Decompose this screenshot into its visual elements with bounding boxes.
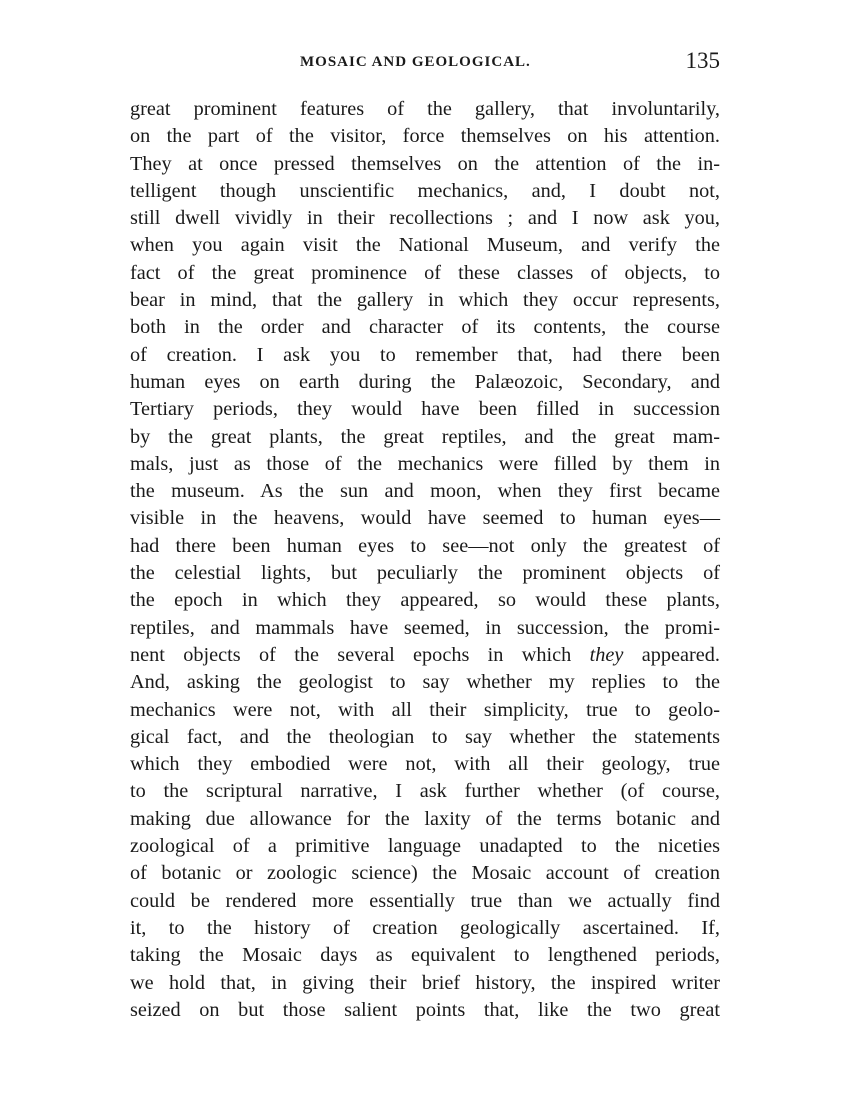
text-line: They at once pressed themselves on the attention of the in- xyxy=(130,152,720,175)
text-line: it, to the history of creation geologically ascertained. If, xyxy=(130,916,720,939)
text-line: And, asking the geologist to say whether my replies to the xyxy=(130,671,720,694)
text-line: telligent though unscientific mechanics, and, I doubt not, xyxy=(130,179,720,202)
text-line: mechanics were not, with all their simplicity, true to geolo- xyxy=(130,698,720,721)
text-line: both in the order and character of its contents, the course xyxy=(130,316,720,339)
text-line: great prominent features of the gallery, that involuntarily, xyxy=(130,98,720,120)
text-line: by the great plants, the great reptiles, and the great mam- xyxy=(130,425,720,448)
text-line: when you again visit the National Museum, and verify the xyxy=(130,234,720,257)
text-line: reptiles, and mammals have seemed, in succession, the promi- xyxy=(130,616,720,639)
text-line: visible in the heavens, would have seemed to human eyes— xyxy=(130,507,720,530)
text-line: on the part of the visitor, force themselves on his attention. xyxy=(130,125,720,148)
text-line: of creation. I ask you to remember that, had there been xyxy=(130,343,720,366)
text-line: making due allowance for the laxity of the terms botanic and xyxy=(130,807,720,830)
text-line: which they embodied were not, with all their geology, true xyxy=(130,753,720,776)
running-head xyxy=(130,48,720,78)
text-line: we hold that, in giving their brief history, the inspired writer xyxy=(130,971,720,994)
text-line: the epoch in which they appeared, so would these plants, xyxy=(130,589,720,612)
body-text xyxy=(130,96,720,1024)
text-line: had there been human eyes to see—not only the greatest of xyxy=(130,534,720,557)
running-title: MOSAIC AND GEOLOGICAL. xyxy=(300,54,531,70)
text-line: nent objects of the several epochs in which they appeared. xyxy=(130,643,721,666)
text-line: taking the Mosaic days as equivalent to lengthened periods, xyxy=(130,944,720,967)
text-line: to the scriptural narrative, I ask further whether (of course, xyxy=(130,780,720,803)
text-line: could be rendered more essentially true than we actually find xyxy=(130,889,720,912)
text-line: the museum. As the sun and moon, when they first became xyxy=(130,480,720,503)
text-line: the celestial lights, but peculiarly the prominent objects of xyxy=(130,562,720,585)
text-line: of botanic or zoologic science) the Mosaic account of creation xyxy=(130,862,720,885)
text-line: still dwell vividly in their recollections ; and I now ask you, xyxy=(130,207,720,230)
text-line: bear in mind, that the gallery in which they occur represents, xyxy=(130,289,720,312)
text-line: zoological of a primitive language unadapted to the niceties xyxy=(130,835,720,858)
text-line: fact of the great prominence of these classes of objects, to xyxy=(130,261,720,284)
text-line: gical fact, and the theologian to say whether the statements xyxy=(130,725,720,748)
text-line: mals, just as those of the mechanics were filled by them in xyxy=(130,452,720,475)
text-line: seized on but those salient points that, like the two great xyxy=(130,998,720,1021)
text-line: Tertiary periods, they would have been filled in succession xyxy=(130,398,720,421)
page-number: 135 xyxy=(685,48,720,73)
text-line: human eyes on earth during the Palæozoic, Secondary, and xyxy=(130,370,720,393)
